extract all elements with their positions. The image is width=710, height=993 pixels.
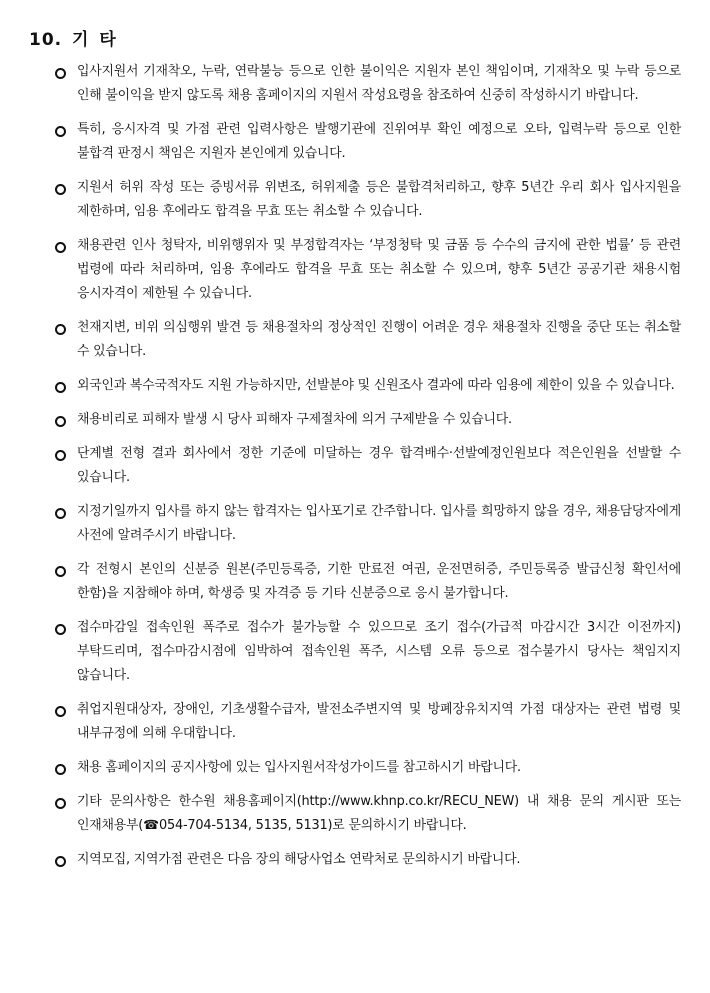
list-item-text: 채용비리로 피해자 발생 시 당사 피해자 구제절차에 의거 구제받을 수 있습니다. xyxy=(77,412,512,427)
list-item xyxy=(55,118,681,166)
section-title: 10. 기 타 xyxy=(29,30,117,50)
list-item xyxy=(55,60,681,108)
notice-list xyxy=(55,60,681,882)
circle-bullet-icon xyxy=(55,566,66,577)
list-item-text: 지원서 허위 작성 또는 증빙서류 위변조, 허위제출 등은 불합격처리하고, 향후 5년간 우리 회사 입사지원을 제한하며, 임용 후에라도 합격을 무효 또는 취소할 수 있습니다. xyxy=(77,180,681,219)
list-item xyxy=(55,442,681,490)
list-item-text: 특히, 응시자격 및 가점 관련 입력사항은 발행기관에 진위여부 확인 예정으로 오타, 입력누락 등으로 인한 불합격 판정시 책임은 지원자 본인에게 있습니다. xyxy=(77,122,681,161)
circle-bullet-icon xyxy=(55,324,66,335)
list-item-text: 기타 문의사항은 한수원 채용홈페이지(http://www.khnp.co.kr/RECU_NEW) 내 채용 문의 게시판 또는 인재채용부(☎054-704-5134, 5135, 5131)로 문의하시기 바랍니다. xyxy=(77,794,681,833)
circle-bullet-icon xyxy=(55,508,66,519)
circle-bullet-icon xyxy=(55,856,66,867)
list-item-text: 접수마감일 접속인원 폭주로 접수가 불가능할 수 있으므로 조기 접수(가급적 마감시간 3시간 이전까지) 부탁드리며, 접수마감시점에 임박하여 접속인원 폭주, 시스템 오류 등으로 접수불가시 당사는 책임지지 않습니다. xyxy=(77,620,681,683)
list-item-text: 입사지원서 기재착오, 누락, 연락불능 등으로 인한 불이익은 지원자 본인 책임이며, 기재착오 및 누락 등으로 인해 불이익을 받지 않도록 채용 홈페이지의 지원서 작성요령을 참조하여 신중히 작성하시기 바랍니다. xyxy=(77,64,681,103)
circle-bullet-icon xyxy=(55,126,66,137)
list-item xyxy=(55,500,681,548)
list-item-text: 채용관련 인사 청탁자, 비위행위자 및 부정합격자는 ‘부정청탁 및 금품 등 수수의 금지에 관한 법률’ 등 관련 법령에 따라 처리하며, 임용 후에라도 합격을 무효 또는 취소할 수 있으며, 향후 5년간 공공기관 채용시험 응시자격이 제한될 수 있습니다. xyxy=(77,238,681,301)
list-item xyxy=(55,316,681,364)
list-item-text: 천재지변, 비위 의심행위 발견 등 채용절차의 정상적인 진행이 어려운 경우 채용절차 진행을 중단 또는 취소할 수 있습니다. xyxy=(77,320,681,359)
list-item-text: 지정기일까지 입사를 하지 않는 합격자는 입사포기로 간주합니다. 입사를 희망하지 않을 경우, 채용담당자에게 사전에 알려주시기 바랍니다. xyxy=(77,504,681,543)
list-item-text: 채용 홈페이지의 공지사항에 있는 입사지원서작성가이드를 참고하시기 바랍니다. xyxy=(77,760,521,775)
list-item xyxy=(55,848,681,872)
list-item xyxy=(55,790,681,838)
circle-bullet-icon xyxy=(55,416,66,427)
list-item xyxy=(55,374,681,398)
list-item xyxy=(55,756,681,780)
circle-bullet-icon xyxy=(55,382,66,393)
circle-bullet-icon xyxy=(55,242,66,253)
circle-bullet-icon xyxy=(55,184,66,195)
circle-bullet-icon xyxy=(55,624,66,635)
circle-bullet-icon xyxy=(55,798,66,809)
list-item-text: 각 전형시 본인의 신분증 원본(주민등록증, 기한 만료전 여권, 운전면허증, 주민등록증 발급신청 확인서에 한함)을 지참해야 하며, 학생증 및 자격증 등 기타 신분증으로 응시 불가합니다. xyxy=(77,562,681,601)
list-item xyxy=(55,698,681,746)
list-item-text: 취업지원대상자, 장애인, 기초생활수급자, 발전소주변지역 및 방폐장유치지역 가점 대상자는 관련 법령 및 내부규정에 의해 우대합니다. xyxy=(77,702,681,741)
circle-bullet-icon xyxy=(55,450,66,461)
circle-bullet-icon xyxy=(55,706,66,717)
list-item xyxy=(55,234,681,306)
list-item-text: 지역모집, 지역가점 관련은 다음 장의 해당사업소 연락처로 문의하시기 바랍니다. xyxy=(77,852,521,867)
circle-bullet-icon xyxy=(55,68,66,79)
circle-bullet-icon xyxy=(55,764,66,775)
list-item-text: 외국인과 복수국적자도 지원 가능하지만, 선발분야 및 신원조사 결과에 따라 임용에 제한이 있을 수 있습니다. xyxy=(77,378,675,393)
list-item xyxy=(55,408,681,432)
list-item xyxy=(55,558,681,606)
list-item xyxy=(55,176,681,224)
list-item xyxy=(55,616,681,688)
list-item-text: 단계별 전형 결과 회사에서 정한 기준에 미달하는 경우 합격배수·선발예정인원보다 적은인원을 선발할 수 있습니다. xyxy=(77,446,681,485)
